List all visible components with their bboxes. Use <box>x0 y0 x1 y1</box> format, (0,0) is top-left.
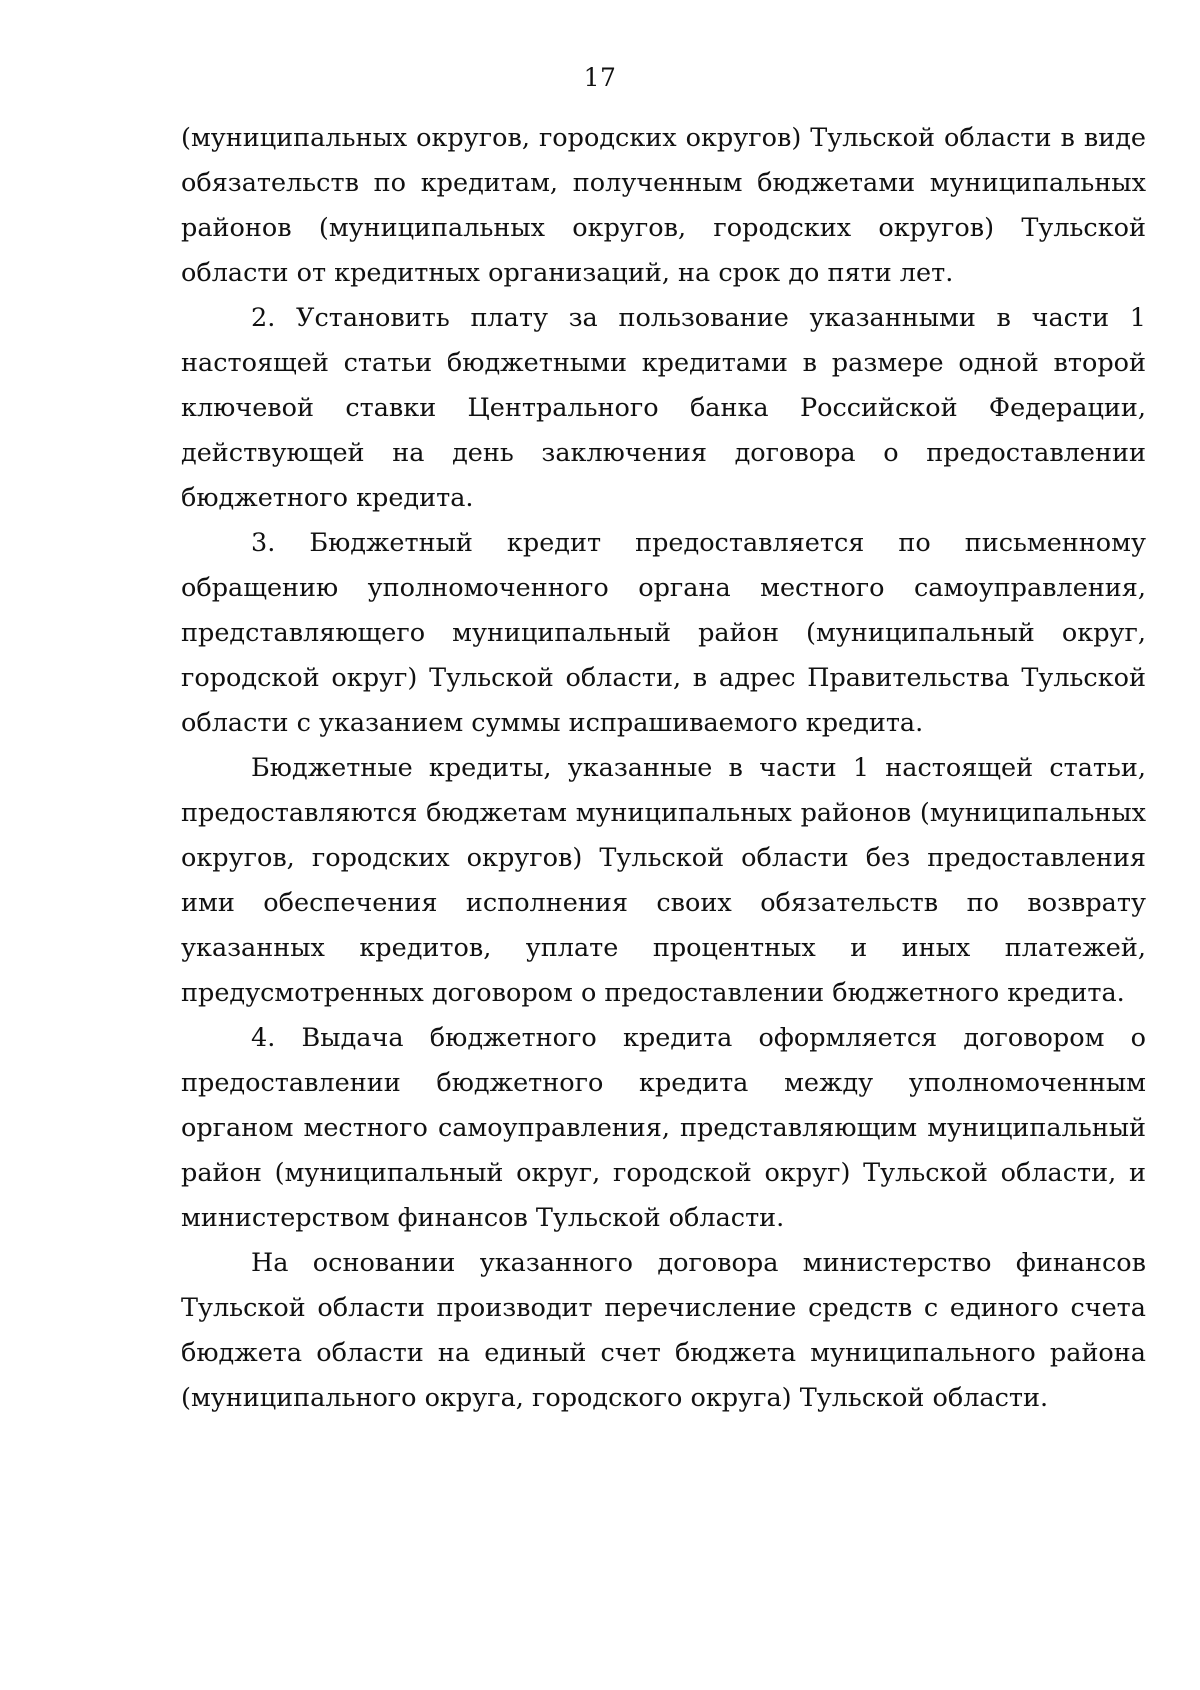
paragraph-item-3: 3. Бюджетный кредит предоставляется по письменному обращению уполномоченного органа местного самоуправления, представляющего муниципальный район (муниципальный округ, городской округ) Тульской области, в адрес Правительства Тульской области с указанием суммы испрашиваемого кредита. <box>181 528 1146 738</box>
paragraph-item-4: 4. Выдача бюджетного кредита оформляется договором о предоставлении бюджетного кредита между уполномоченным органом местного самоуправления, представляющим муниципальный район (муниципальный округ, городской округ) Тульской области, и министерством финансов Тульской области. <box>181 1023 1146 1233</box>
paragraph-continuation: (муниципальных округов, городских округов) Тульской области в виде обязательств по кредитам, полученным бюджетами муниципальных районов (муниципальных округов, городских округов) Тульской области от кредитных организаций, на срок до пяти лет. <box>181 123 1146 288</box>
document-body <box>181 116 1146 1421</box>
page-number: 17 <box>583 63 617 92</box>
paragraph-agreement-basis: На основании указанного договора министерство финансов Тульской области производит перечисление средств с единого счета бюджета области на единый счет бюджета муниципального района (муниципального округа, городского округа) Тульской области. <box>181 1248 1146 1413</box>
paragraph-budget-credits: Бюджетные кредиты, указанные в части 1 настоящей статьи, предоставляются бюджетам муниципальных районов (муниципальных округов, городских округов) Тульской области без предоставления ими обеспечения исполнения своих обязательств по возврату указанных кредитов, уплате процентных и иных платежей, предусмотренных договором о предоставлении бюджетного кредита. <box>181 753 1146 1008</box>
paragraph-item-2: 2. Установить плату за пользование указанными в части 1 настоящей статьи бюджетными кредитами в размере одной второй ключевой ставки Центрального банка Российской Федерации, действующей на день заключения договора о предоставлении бюджетного кредита. <box>181 303 1146 513</box>
